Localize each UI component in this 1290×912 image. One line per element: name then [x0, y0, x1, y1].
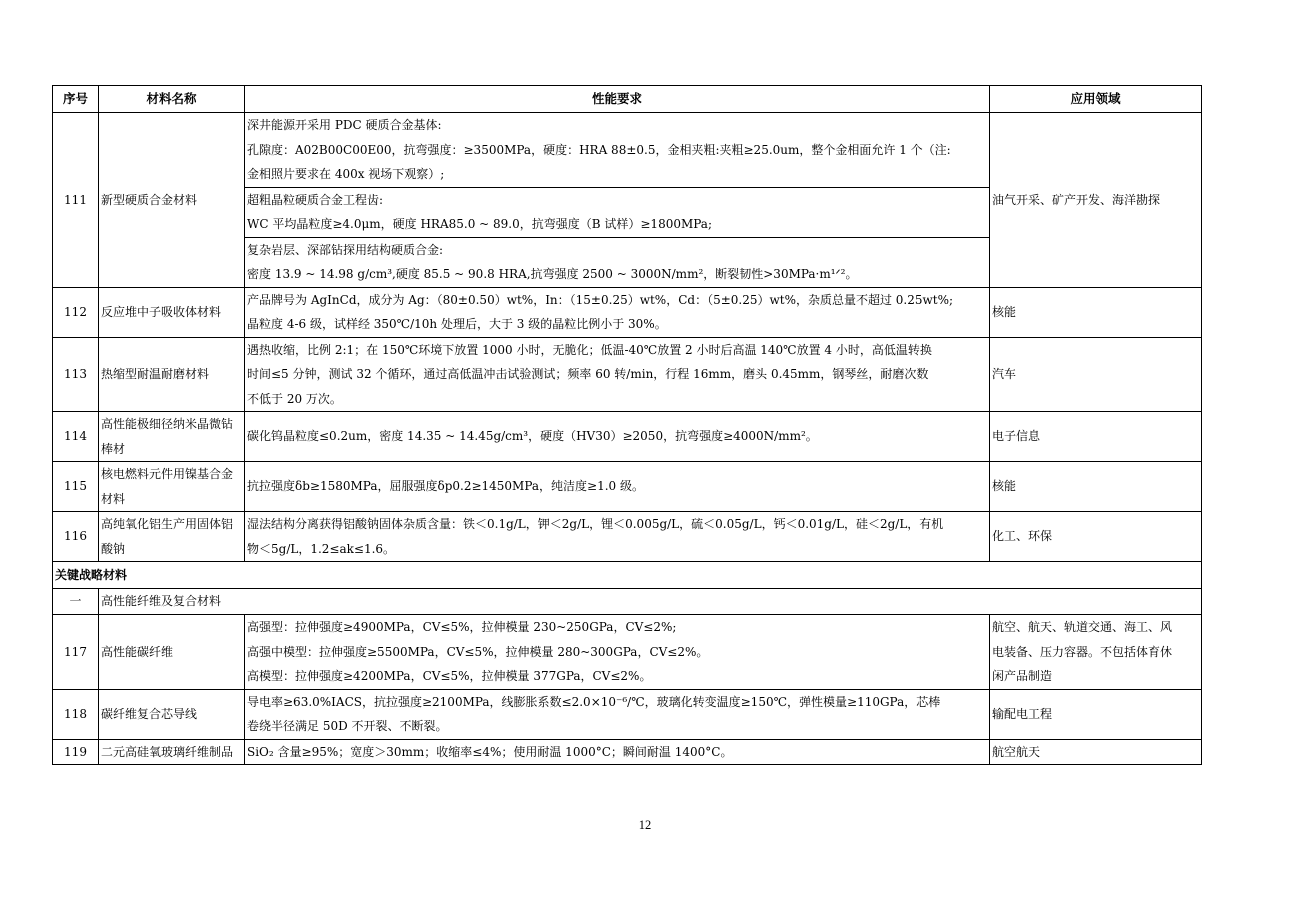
section-row	[53, 562, 1202, 589]
requirement-line: 金相照片要求在 400x 视场下观察）;	[247, 167, 445, 181]
requirement-line: 高强中模型：拉伸强度≥5500MPa，CV≤5%，拉伸模量 280~300GPa，CV≤2%。	[247, 644, 709, 659]
requirement-part	[245, 740, 989, 765]
requirement-line: 晶粒度 4-6 级，试样经 350℃/10h 处理后，大于 3 级的晶粒比例小于 30%。	[247, 317, 667, 331]
row-no: 114	[53, 412, 99, 462]
requirement-line: 卷绕半径满足 50D 不开裂、不断裂。	[247, 719, 448, 733]
application-line: 汽车	[992, 367, 1017, 381]
row-no: 111	[53, 113, 99, 288]
row-material-name: 碳纤维复合芯导线	[99, 689, 245, 739]
requirement-part	[245, 237, 989, 287]
row-requirements	[245, 739, 990, 765]
requirements-block	[245, 740, 989, 765]
header-application: 应用领域	[990, 86, 1202, 113]
table-row	[53, 615, 1202, 690]
row-no: 117	[53, 615, 99, 690]
materials-table	[52, 85, 1202, 765]
table-row	[53, 337, 1202, 412]
application-line: 闲产品制造	[992, 669, 1053, 683]
row-requirements	[245, 512, 990, 562]
row-no: 119	[53, 739, 99, 765]
table-row	[53, 462, 1202, 512]
table-row	[53, 512, 1202, 562]
header-material-name: 材料名称	[99, 86, 245, 113]
table-body-b	[53, 615, 1202, 765]
requirement-line: 超粗晶粒硬质合金工程齿:	[247, 192, 384, 207]
requirement-line: 碳化钨晶粒度≤0.2um，密度 14.35 ~ 14.45g/cm³，硬度（HV30）≥2050，抗弯强度≥4000N/mm²。	[247, 429, 818, 444]
section-title: 关键战略材料	[53, 562, 1202, 589]
requirement-line: 物＜5g/L，1.2≤ak≤1.6。	[247, 541, 396, 556]
section-body	[53, 562, 1202, 615]
application-line: 电子信息	[992, 429, 1041, 444]
requirement-line: 复杂岩层、深部钻探用结构硬质合金:	[247, 242, 444, 257]
row-material-name: 反应堆中子吸收体材料	[99, 287, 245, 337]
requirement-part	[245, 338, 989, 412]
header-no: 序号	[53, 86, 99, 113]
row-material-name: 高纯氧化铝生产用固体铝酸钠	[99, 512, 245, 562]
requirements-block	[245, 474, 989, 499]
table-row	[53, 287, 1202, 337]
row-requirements	[245, 287, 990, 337]
row-application	[990, 287, 1202, 337]
row-application	[990, 113, 1202, 288]
row-requirements	[245, 412, 990, 462]
requirement-part	[245, 288, 989, 337]
row-no: 113	[53, 337, 99, 412]
requirement-line: 高模型：拉伸强度≥4200MPa，CV≤5%，拉伸模量 377GPa，CV≤2%。	[247, 669, 652, 683]
row-application	[990, 689, 1202, 739]
row-material-name: 热缩型耐温耐磨材料	[99, 337, 245, 412]
requirements-block	[245, 288, 989, 337]
row-requirements	[245, 615, 990, 690]
table-header-row	[53, 86, 1202, 113]
row-requirements	[245, 689, 990, 739]
requirements-block	[245, 113, 989, 287]
page-number: 12	[638, 818, 652, 832]
application-line: 航空、航天、轨道交通、海工、风	[992, 620, 1173, 634]
row-no: 112	[53, 287, 99, 337]
requirement-line: 不低于 20 万次。	[247, 391, 342, 406]
row-application	[990, 615, 1202, 690]
requirement-line: 遇热收缩，比例 2:1；在 150℃环境下放置 1000 小时，无脆化；低温-40℃放置 2 小时后高温 140℃放置 4 小时，高低温转换	[247, 342, 932, 357]
application-line: 航空航天	[992, 744, 1041, 759]
row-no: 116	[53, 512, 99, 562]
requirement-part	[245, 512, 989, 561]
application-line: 核能	[992, 479, 1017, 494]
requirement-part	[245, 424, 989, 449]
requirement-line: 深井能源开采用 PDC 硬质合金基体:	[247, 118, 442, 132]
table-row	[53, 739, 1202, 765]
requirement-part	[245, 187, 989, 237]
requirements-block	[245, 615, 989, 689]
subsection-title: 高性能纤维及复合材料	[99, 589, 1202, 615]
row-no: 118	[53, 689, 99, 739]
subsection-row	[53, 589, 1202, 615]
requirement-line: 高强型：拉伸强度≥4900MPa，CV≤5%，拉伸模量 230~250GPa，CV≤2%;	[247, 620, 677, 634]
row-application	[990, 462, 1202, 512]
requirement-part	[245, 615, 989, 689]
row-no: 115	[53, 462, 99, 512]
requirement-line: 产品牌号为 AgInCd，成分为 Ag：（80±0.50）wt%，In：（15±0.25）wt%，Cd：（5±0.25）wt%，杂质总量不超过 0.25wt%;	[247, 292, 954, 307]
requirement-line: 密度 13.9 ~ 14.98 g/cm³,硬度 85.5 ~ 90.8 HRA,抗弯强度 2500 ~ 3000N/mm²，断裂韧性>30MPa·m¹ᐟ²。	[247, 267, 858, 281]
table-row	[53, 113, 1202, 288]
row-material-name: 核电燃料元件用镍基合金材料	[99, 462, 245, 512]
requirement-part	[245, 690, 989, 739]
requirement-line: SiO₂ 含量≥95%；宽度＞30mm；收缩率≤4%；使用耐温 1000°C；瞬间耐温 1400°C。	[247, 744, 733, 759]
row-requirements	[245, 113, 990, 288]
table-row	[53, 412, 1202, 462]
row-application	[990, 739, 1202, 765]
requirement-line: 时间≤5 分钟，测试 32 个循环，通过高低温冲击试验测试；频率 60 转/min，行程 16mm，磨头 0.45mm，钢琴丝，耐磨次数	[247, 367, 929, 381]
row-application	[990, 337, 1202, 412]
requirement-line: 抗拉强度δb≥1580MPa，屈服强度δp0.2≥1450MPa，纯洁度≥1.0 级。	[247, 479, 644, 494]
application-line: 油气开采、矿产开发、海洋勘探	[992, 192, 1161, 207]
row-application	[990, 512, 1202, 562]
subsection-no: 一	[53, 589, 99, 615]
row-material-name: 高性能极细径纳米晶微钻棒材	[99, 412, 245, 462]
requirement-line: 湿法结构分离获得铝酸钠固体杂质含量：铁＜0.1g/L，钾＜2g/L，锂＜0.005g/L，硫＜0.05g/L，钙＜0.01g/L，硅＜2g/L，有机	[247, 517, 944, 531]
row-requirements	[245, 337, 990, 412]
requirement-line: WC 平均晶粒度≥4.0μm，硬度 HRA85.0 ~ 89.0，抗弯强度（B 试样）≥1800MPa;	[247, 217, 712, 231]
requirements-block	[245, 338, 989, 412]
requirement-line: 孔隙度：A02B00C00E00，抗弯强度：≥3500MPa，硬度：HRA 88±0.5，金相夹粗:夹粗≥25.0um，整个金相面允许 1 个（注:	[247, 142, 951, 157]
table-row	[53, 689, 1202, 739]
row-material-name: 二元高硅氧玻璃纤维制品	[99, 739, 245, 765]
row-application	[990, 412, 1202, 462]
application-line: 化工、环保	[992, 529, 1053, 544]
requirements-block	[245, 424, 989, 449]
requirement-part	[245, 113, 989, 187]
requirements-block	[245, 690, 989, 739]
requirements-block	[245, 512, 989, 561]
row-requirements	[245, 462, 990, 512]
application-line: 核能	[992, 304, 1017, 319]
application-line: 输配电工程	[992, 706, 1053, 721]
table-body-a	[53, 113, 1202, 562]
requirement-line: 导电率≥63.0%IACS，抗拉强度≥2100MPa，线膨胀系数≤2.0×10⁻⁶/℃，玻璃化转变温度≥150℃，弹性模量≥110GPa，芯棒	[247, 694, 941, 709]
application-line: 电装备、压力容器。不包括体育休	[992, 644, 1173, 659]
row-material-name: 高性能碳纤维	[99, 615, 245, 690]
row-material-name: 新型硬质合金材料	[99, 113, 245, 288]
requirement-part	[245, 474, 989, 499]
header-performance: 性能要求	[245, 86, 990, 113]
